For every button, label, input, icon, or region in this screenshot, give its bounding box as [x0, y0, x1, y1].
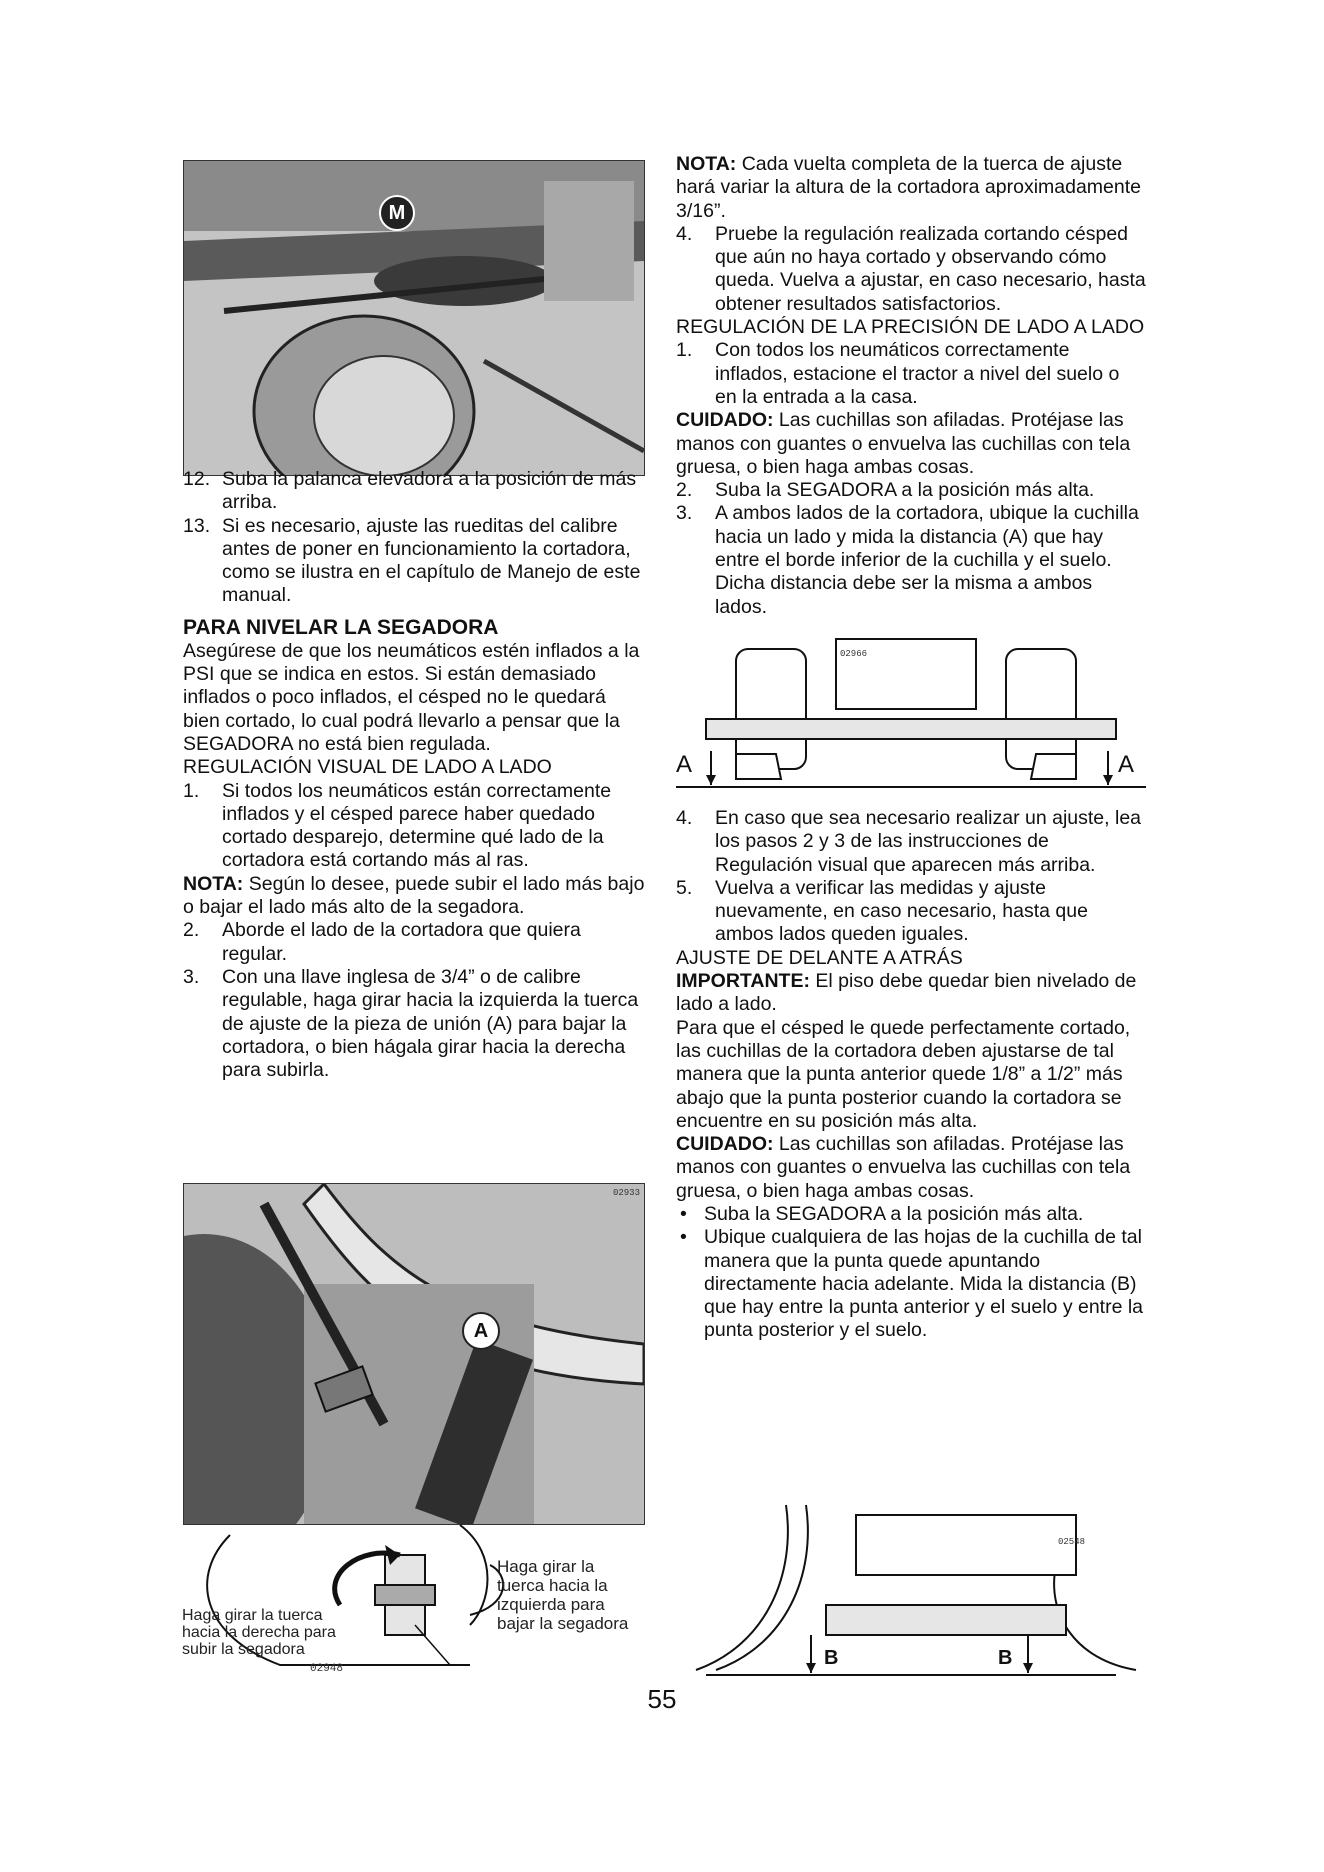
nut-photo-drawing [184, 1184, 644, 1524]
visual-step-1: 1. Si todos los neumáticos están correctamente inflados y el césped parece haber quedado cortado desparejo, determine qué lado de la cortadora está cortando más al ras. [183, 779, 612, 872]
precision-step-1: 1. Con todos los neumáticos correctamente inflados, estacione el tractor a nivel del suelo o en la entrada a la casa. [676, 339, 1120, 408]
page-number: 55 [647, 1684, 677, 1714]
figure-rotation-detail [170, 1515, 650, 1680]
bullet-2: • Ubique cualquiera de las hojas de la cuchilla de tal manera que la punta quede apuntando directamente hacia adelante. Mida la distancia (B) que hay entre la punta anterior y el suelo y entre la punta posterior y el suelo. [680, 1226, 1144, 1342]
figure-front-to-back-diagram [676, 1495, 1141, 1680]
precision-step-5: 5. Vuelva a verificar las medidas y ajuste nuevamente, en caso necesario, hasta que ambos lados queden iguales. [676, 876, 1088, 946]
caption-loosen: Haga girar la tuerca hacia la izquierda para bajar la segadora [497, 1557, 629, 1633]
side-diagram-drawing [676, 629, 1146, 799]
caption-tighten: Haga girar la tuerca hacia la derecha para subir la segadora [182, 1607, 336, 1658]
cuidado-2: CUIDADO: Las cuchillas son afiladas. Protéjase las manos con guantes o envuelva las cuchillas con tela gruesa, o bien haga ambas cosas. [676, 1133, 1131, 1202]
visual-step-4: 4. Pruebe la regulación realizada cortando césped que aún no haya cortado y observando cómo queda. Vuelva a ajustar, en caso necesario, hasta obtener resultados satisfactorios. [676, 222, 1146, 315]
nota-left: NOTA: Según lo desee, puede subir el lado más bajo o bajar el lado más alto de la segadora. [183, 872, 645, 919]
visual-step-2: 2. Aborde el lado de la cortadora que quiera regular. [183, 919, 581, 965]
step-12: 12. Suba la palanca elevadora a la posición de más arriba. [183, 468, 637, 514]
callout-m: M [379, 195, 415, 231]
subheading-precision: REGULACIÓN DE LA PRECISIÓN DE LADO A LADO [676, 316, 1145, 339]
precision-step-3: 3. A ambos lados de la cortadora, ubique la cuchilla hacia un lado y mida la distancia (A) que hay entre el borde inferior de la cuchilla y el suelo. Dicha distancia debe ser la misma a ambos lados. [676, 502, 1139, 618]
section-heading-nivelar: PARA NIVELAR LA SEGADORA [183, 615, 499, 639]
figure-code-02948: 02948 [310, 1663, 344, 1675]
subheading-front-back: AJUSTE DE DELANTE A ATRÁS [676, 946, 963, 969]
front-back-drawing [676, 1495, 1141, 1680]
figure-code-02966: 02966 [840, 648, 868, 659]
dimension-b-left: B [824, 1647, 839, 1669]
nota-right: NOTA: Cada vuelta completa de la tuerca de ajuste hará variar la altura de la cortadora aproximadamente 3/16”. [676, 153, 1142, 222]
figure-code-02548: 02548 [1058, 1537, 1086, 1547]
visual-step-3: 3. Con una llave inglesa de 3/4” o de calibre regulable, haga girar hacia la izquierda la tuerca de ajuste de la pieza de unión (A) para bajar la cortadora, o bien hágala girar hacia la derecha para subirla. [183, 965, 639, 1082]
dimension-b-right: B [998, 1647, 1013, 1669]
figure-side-to-side-diagram [676, 629, 1146, 799]
precision-step-4: 4. En caso que sea necesario realizar un ajuste, lea los pasos 2 y 3 de las instrucciones de Regulación visual que aparecen más arriba. [676, 806, 1142, 876]
figure-code-02933: 02933 [612, 1188, 640, 1198]
importante-note: IMPORTANTE: El piso debe quedar bien nivelado de lado a lado. [676, 970, 1137, 1016]
dimension-a-left: A [676, 750, 693, 778]
precision-step-2: 2. Suba la SEGADORA a la posición más alta. [676, 479, 1095, 502]
callout-a: A [462, 1312, 500, 1350]
figure-adjustment-nut-photo [183, 1183, 645, 1525]
intro-paragraph: Asegúrese de que los neumáticos estén inflados a la PSI que se indica en estos. Si están demasiado inflados o poco inflados, el césped no le quedará bien cortado, lo cual podrá llevarlo a pensar que la SEGADORA no está bien regulada. [183, 639, 640, 755]
dimension-a-right: A [1118, 750, 1135, 778]
left-column [183, 468, 648, 1082]
front-back-paragraph: Para que el césped le quede perfectamente cortado, las cuchillas de la cortadora deben ajustarse de tal manera que la punta anterior quede 1/8” a 1/2” más abajo que la punta posterior cuando la cortadora se encuentre en su posición más alta. [676, 1016, 1131, 1132]
figure-deck-belt-photo [183, 160, 645, 476]
right-column [676, 153, 1146, 1343]
cuidado-1: CUIDADO: Las cuchillas son afiladas. Protéjase las manos con guantes o envuelva las cuchillas con tela gruesa, o bien haga ambas cosas. [676, 409, 1131, 478]
subheading-visual: REGULACIÓN VISUAL DE LADO A LADO [183, 756, 552, 779]
bullet-1: • Suba la SEGADORA a la posición más alta. [680, 1202, 1084, 1225]
step-13: 13. Si es necesario, ajuste las rueditas del calibre antes de poner en funcionamiento la cortadora, como se ilustra en el capítulo de Manejo de este manual. [183, 514, 641, 607]
